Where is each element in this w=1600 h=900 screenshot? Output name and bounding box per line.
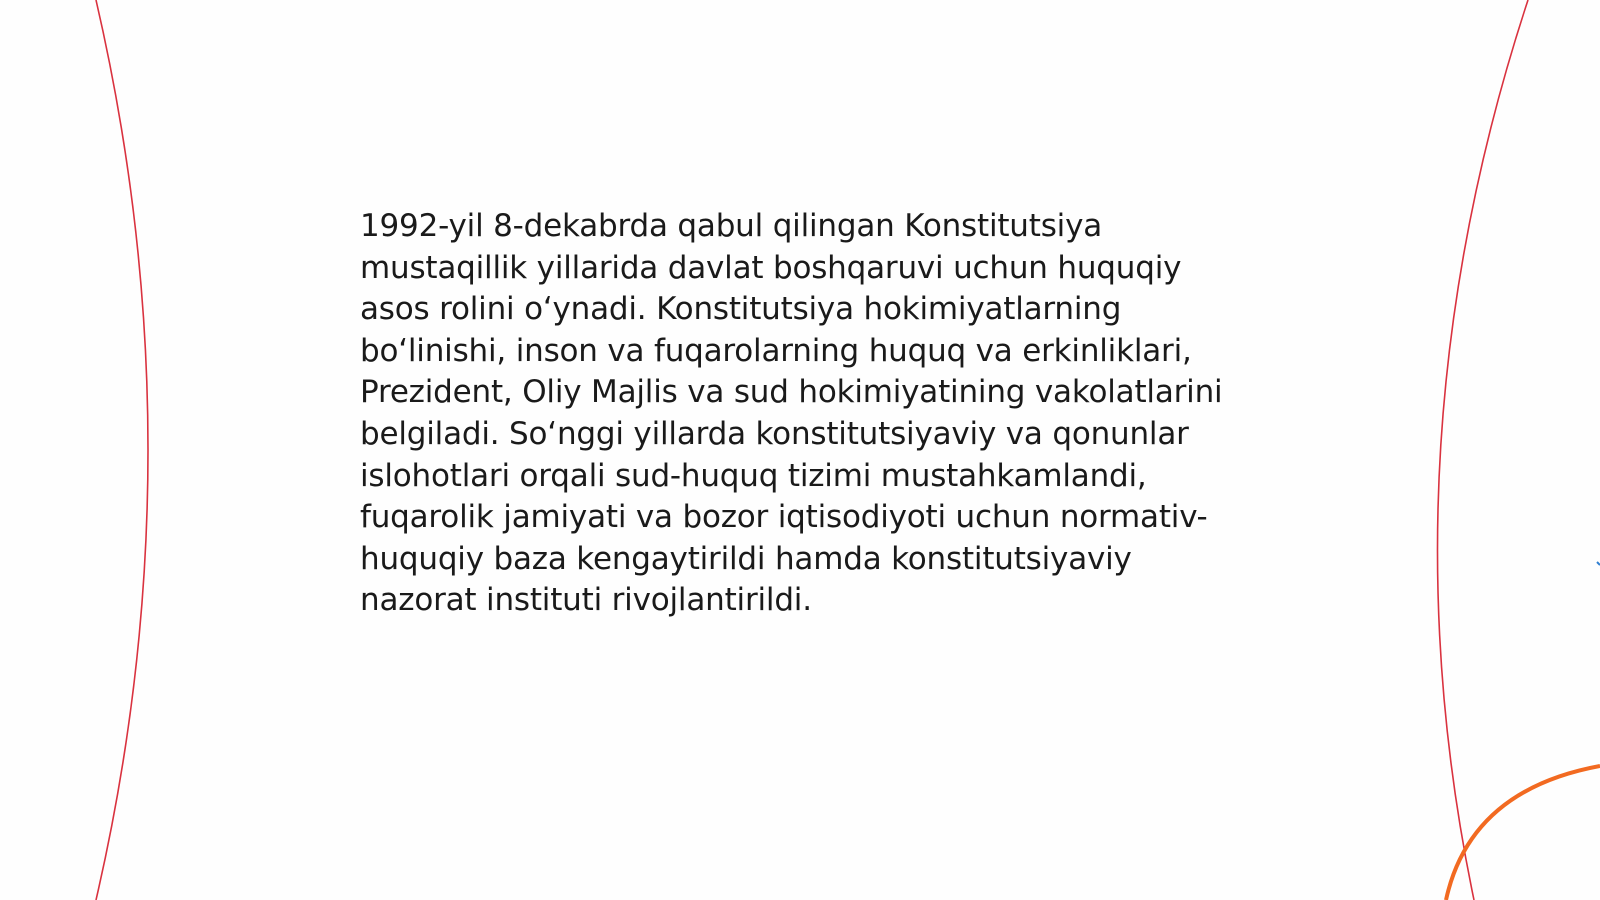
orange-arc bbox=[1446, 766, 1600, 900]
right-curve bbox=[1437, 0, 1528, 900]
body-paragraph: 1992-yil 8-dekabrda qabul qilingan Konstitutsiya mustaqillik yillarida davlat boshqaruvi uchun huquqiy asos rolini o‘ynadi. Konstitutsiya hokimiyatlarning bo‘linishi, inson va fuqarolarning huquq va erkinliklari, Prezident, Oliy Majlis va sud hokimiyatining vakolatlarini belgiladi. So‘nggi yillarda konstitutsiyaviy va qonunlar islohotlari orqali sud-huquq tizimi mustahkamlandi, fuqarolik jamiyati va bozor iqtisodiyoti uchun normativ-huquqiy baza kengaytirildi hamda konstitutsiyaviy nazorat instituti rivojlantirildi. bbox=[360, 208, 1223, 619]
left-curve bbox=[96, 0, 148, 900]
